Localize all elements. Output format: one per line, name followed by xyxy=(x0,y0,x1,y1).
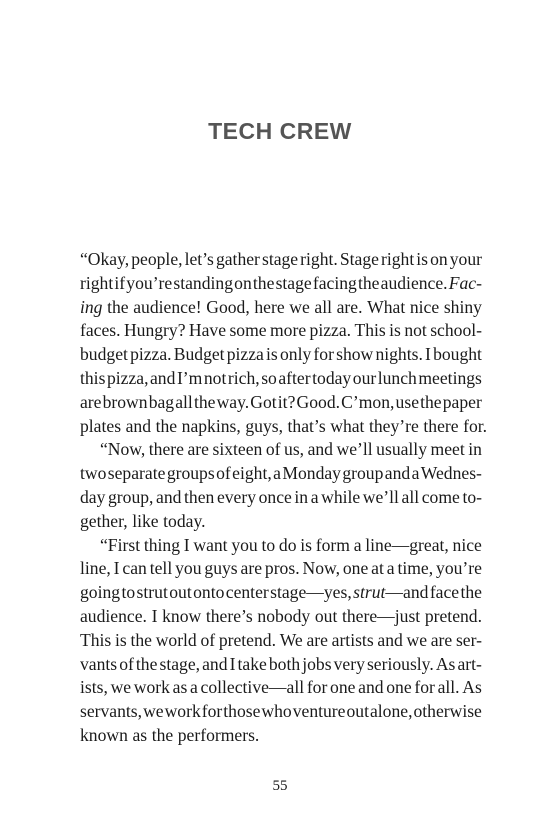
word: onto xyxy=(193,582,225,603)
word: pizza, xyxy=(106,367,149,388)
word: this xyxy=(80,367,106,388)
word: and xyxy=(150,367,176,388)
word: gether, xyxy=(80,510,128,531)
word: We xyxy=(279,629,303,650)
word: nice xyxy=(452,534,482,555)
word: is xyxy=(266,344,278,365)
word: I xyxy=(113,558,120,579)
word: artists xyxy=(331,629,374,650)
word: that’s xyxy=(287,415,326,436)
word: pretend. xyxy=(218,629,276,650)
word: As xyxy=(462,677,482,698)
word: come xyxy=(421,486,460,507)
word: plates xyxy=(80,415,122,436)
word: eight, xyxy=(232,463,272,484)
word: audience. xyxy=(80,605,147,626)
word: group xyxy=(342,463,384,484)
word: faces. xyxy=(80,320,121,341)
word: “First xyxy=(100,534,141,555)
word: This xyxy=(80,629,112,650)
word: strut—and xyxy=(353,582,429,603)
word: on xyxy=(430,249,448,269)
word: it? xyxy=(277,391,296,412)
word: then xyxy=(184,486,215,507)
word: known xyxy=(80,724,128,745)
word: are xyxy=(430,629,453,650)
word: day xyxy=(80,486,106,507)
word: Stage xyxy=(339,249,379,269)
word: stage, xyxy=(159,653,201,674)
word: jobs xyxy=(302,653,332,674)
word: I xyxy=(425,344,431,365)
text-line xyxy=(80,462,482,486)
word: of xyxy=(119,653,134,674)
word: paper xyxy=(442,391,482,412)
word: the xyxy=(420,391,442,412)
word: world xyxy=(155,629,197,650)
word: Hungry? xyxy=(123,320,186,341)
word: know xyxy=(162,605,202,626)
word: of xyxy=(216,463,231,484)
word: standing xyxy=(173,272,233,293)
word: one xyxy=(386,677,412,698)
word: right xyxy=(381,249,415,269)
word: lunch xyxy=(377,367,417,388)
text-line xyxy=(80,653,482,677)
text-line xyxy=(80,438,482,462)
word: Got xyxy=(250,391,277,412)
word: today. xyxy=(163,510,206,531)
word: some xyxy=(229,320,267,341)
text-line xyxy=(80,534,482,558)
word: stage xyxy=(261,249,299,269)
word: they’re xyxy=(369,415,419,436)
word: not xyxy=(404,320,427,341)
word: all xyxy=(175,391,193,412)
word: C’mon, xyxy=(341,391,395,412)
word: a xyxy=(310,486,319,507)
text-line xyxy=(80,486,482,510)
word: Have xyxy=(188,320,227,341)
word: right xyxy=(80,272,114,293)
word: alone, xyxy=(369,701,413,722)
word: vants xyxy=(80,653,118,674)
word: pretend. xyxy=(424,605,482,626)
word: we’ll xyxy=(336,439,373,460)
word: our xyxy=(352,367,377,388)
word: pizza. xyxy=(309,320,352,341)
body-text xyxy=(80,248,488,748)
word: collective—all xyxy=(200,677,305,698)
word: meet xyxy=(430,439,465,460)
word: a xyxy=(190,677,198,698)
word: two xyxy=(80,463,107,484)
word: pizza. xyxy=(130,344,172,365)
word: way. xyxy=(216,391,250,412)
word: is xyxy=(115,629,127,650)
word: like xyxy=(132,510,159,531)
word: all xyxy=(314,296,332,317)
text-line xyxy=(80,296,482,320)
word: as xyxy=(172,677,188,698)
word: facing xyxy=(312,272,357,293)
word: guys xyxy=(204,558,238,579)
word: groups xyxy=(166,463,215,484)
text-line xyxy=(80,629,482,653)
word: napkins, xyxy=(181,415,241,436)
word: school- xyxy=(430,320,482,341)
word: us, xyxy=(284,439,305,460)
word: the xyxy=(151,724,174,745)
word: separate xyxy=(107,463,166,484)
word: and xyxy=(156,486,182,507)
word: use xyxy=(395,391,419,412)
word: I xyxy=(151,605,158,626)
word: bag xyxy=(148,391,175,412)
word: performers. xyxy=(177,724,260,745)
word: a xyxy=(386,558,395,579)
word: very xyxy=(333,653,365,674)
word: is xyxy=(389,320,401,341)
word: all. xyxy=(437,677,460,698)
word: a xyxy=(353,534,362,555)
word: gather xyxy=(215,249,260,269)
word: bought xyxy=(433,344,482,365)
word: work xyxy=(164,701,201,722)
word: are. xyxy=(336,296,363,317)
text-line xyxy=(80,700,482,724)
word: usually xyxy=(376,439,427,460)
word: only xyxy=(279,344,312,365)
word: the xyxy=(460,582,482,603)
word: after xyxy=(278,367,311,388)
text-line xyxy=(80,605,482,629)
chapter-title: TECH CREW xyxy=(208,118,352,144)
word: Good, xyxy=(206,296,250,317)
word: right. xyxy=(300,249,338,269)
word: while xyxy=(321,486,361,507)
word: venture xyxy=(292,701,346,722)
word: you’re xyxy=(126,272,173,293)
word: there—just xyxy=(342,605,421,626)
word: ists, xyxy=(80,677,108,698)
word: a xyxy=(273,463,281,484)
word: today xyxy=(312,367,352,388)
text-line xyxy=(80,510,482,534)
word: as xyxy=(132,724,148,745)
text-line xyxy=(80,676,482,700)
word: one xyxy=(342,558,369,579)
word: to xyxy=(261,534,276,555)
word: Fac- xyxy=(448,272,482,293)
word: of xyxy=(200,629,216,650)
word: who xyxy=(261,701,292,722)
word: for xyxy=(414,677,435,698)
word: are xyxy=(187,439,209,460)
word: want xyxy=(193,534,228,555)
word: seriously. xyxy=(366,653,434,674)
word: are xyxy=(306,629,328,650)
word: and xyxy=(377,629,403,650)
word: rich, xyxy=(227,367,260,388)
word: a xyxy=(411,463,420,484)
word: not xyxy=(203,367,227,388)
word: for xyxy=(201,701,223,722)
word: every xyxy=(216,486,257,507)
word: can xyxy=(122,558,147,579)
word: budget xyxy=(80,344,128,365)
word: what xyxy=(330,415,365,436)
word: in xyxy=(468,439,482,460)
word: face xyxy=(429,582,460,603)
word: Monday xyxy=(282,463,341,484)
word: the xyxy=(135,653,158,674)
word: on xyxy=(234,272,252,293)
word: I xyxy=(229,653,236,674)
word: and xyxy=(358,677,384,698)
word: there xyxy=(148,439,184,460)
word: center xyxy=(225,582,269,603)
word: people, xyxy=(131,249,183,269)
word: Budget xyxy=(173,344,225,365)
word: Wednes- xyxy=(420,463,482,484)
word: we xyxy=(143,701,164,722)
word: for. xyxy=(463,415,488,436)
word: time, xyxy=(397,558,434,579)
text-line xyxy=(80,367,482,391)
word: the xyxy=(130,629,152,650)
text-line xyxy=(80,248,482,272)
word: are xyxy=(80,391,102,412)
word: shiny xyxy=(443,296,482,317)
word: out xyxy=(314,605,338,626)
word: What xyxy=(367,296,406,317)
word: the xyxy=(107,296,129,317)
word: in xyxy=(294,486,309,507)
word: do xyxy=(278,534,297,555)
word: the xyxy=(193,391,216,412)
word: strut xyxy=(136,582,168,603)
text-line xyxy=(80,272,482,296)
word: nobody xyxy=(257,605,311,626)
word: servants, xyxy=(80,701,143,722)
word: if xyxy=(114,272,126,293)
text-line xyxy=(80,557,482,581)
text-line xyxy=(80,391,482,415)
word: ing xyxy=(80,296,103,317)
word: for xyxy=(306,677,328,698)
word: line, xyxy=(80,558,111,579)
word: take xyxy=(237,653,267,674)
word: the xyxy=(358,272,380,293)
word: to xyxy=(121,582,136,603)
word: thing xyxy=(143,534,180,555)
word: going xyxy=(80,582,121,603)
word: all xyxy=(401,486,420,507)
word: at xyxy=(371,558,384,579)
word: are xyxy=(240,558,263,579)
word: stage xyxy=(275,272,312,293)
text-line xyxy=(80,724,482,748)
word: so xyxy=(261,367,277,388)
word: out xyxy=(169,582,192,603)
word: guys, xyxy=(245,415,283,436)
word: you xyxy=(175,558,202,579)
word: nice xyxy=(409,296,440,317)
word: work xyxy=(133,677,170,698)
word: art- xyxy=(457,653,482,674)
word: sixteen xyxy=(212,439,263,460)
word: I xyxy=(183,534,190,555)
word: both xyxy=(268,653,301,674)
word: “Now, xyxy=(100,439,146,460)
word: audience. xyxy=(380,272,448,293)
word: As xyxy=(435,653,456,674)
text-line xyxy=(80,343,482,367)
word: group, xyxy=(108,486,154,507)
word: pros. xyxy=(264,558,300,579)
word: meetings xyxy=(418,367,482,388)
word: otherwise xyxy=(413,701,482,722)
word: Now, xyxy=(302,558,340,579)
word: you xyxy=(231,534,258,555)
word: the xyxy=(155,415,178,436)
word: and xyxy=(384,463,411,484)
text-line xyxy=(80,581,482,605)
word: line—great, xyxy=(365,534,449,555)
word: your xyxy=(449,249,482,269)
word: there xyxy=(423,415,459,436)
word: and xyxy=(125,415,152,436)
word: for xyxy=(313,344,334,365)
word: we xyxy=(289,296,310,317)
word: This xyxy=(354,320,386,341)
word: audience! xyxy=(133,296,202,317)
word: we xyxy=(110,677,132,698)
word: there’s xyxy=(205,605,253,626)
word: you’re xyxy=(436,558,482,579)
word: stage—yes, xyxy=(270,582,352,603)
word: one xyxy=(330,677,356,698)
word: we’ll xyxy=(362,486,399,507)
text-line xyxy=(80,415,488,439)
text-line xyxy=(80,319,482,343)
word: ser- xyxy=(455,629,482,650)
word: once xyxy=(258,486,292,507)
word: more xyxy=(269,320,307,341)
word: is xyxy=(300,534,312,555)
word: of xyxy=(265,439,281,460)
word: to- xyxy=(462,486,482,507)
word: tell xyxy=(149,558,173,579)
word: nights. xyxy=(375,344,423,365)
word: is xyxy=(416,249,429,269)
word: out xyxy=(346,701,369,722)
word: show xyxy=(336,344,374,365)
word: pizza xyxy=(226,344,264,365)
word: here xyxy=(254,296,285,317)
word: and xyxy=(307,439,333,460)
word: and xyxy=(202,653,228,674)
word: those xyxy=(223,701,261,722)
word: “Okay, xyxy=(80,249,130,269)
word: Good. xyxy=(296,391,341,412)
page-number: 55 xyxy=(272,778,288,794)
word: form xyxy=(315,534,350,555)
word: the xyxy=(252,272,275,293)
word: I’m xyxy=(176,367,203,388)
word: brown xyxy=(102,391,148,412)
word: let’s xyxy=(184,249,214,269)
word: we xyxy=(406,629,428,650)
